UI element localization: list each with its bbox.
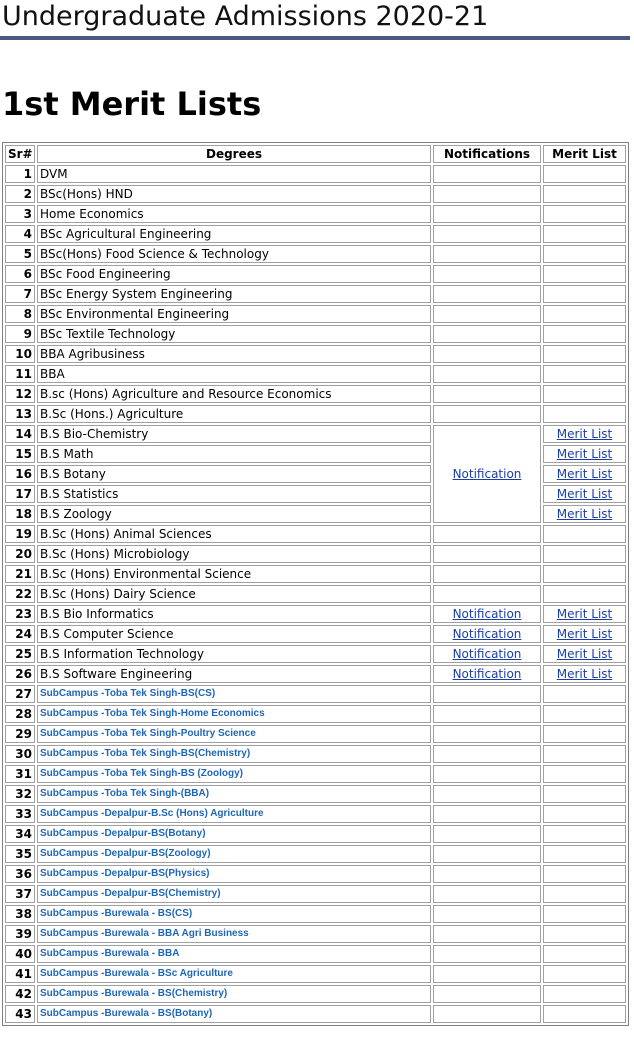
- merit-list-cell: [543, 705, 626, 723]
- degree-name: BSc Food Engineering: [37, 265, 431, 283]
- notification-link[interactable]: Notification: [452, 467, 522, 481]
- row-number: 10: [5, 345, 35, 363]
- row-number: 6: [5, 265, 35, 283]
- merit-list-cell: [543, 545, 626, 563]
- table-row: [5, 785, 626, 803]
- table-row: [5, 325, 626, 343]
- column-header-notifications: Notifications: [433, 145, 541, 163]
- merit-list-cell: [543, 265, 626, 283]
- table-row: [5, 965, 626, 983]
- merit-list-cell: [543, 565, 626, 583]
- merit-list-cell: [543, 645, 626, 663]
- merit-list-cell: [543, 845, 626, 863]
- degree-name: Home Economics: [37, 205, 431, 223]
- notification-cell: [433, 405, 541, 423]
- notification-cell: [433, 625, 541, 643]
- table-row: [5, 365, 626, 383]
- row-number: 42: [5, 985, 35, 1003]
- table-row: [5, 265, 626, 283]
- row-number: 28: [5, 705, 35, 723]
- notification-cell: [433, 765, 541, 783]
- notification-link[interactable]: Notification: [452, 647, 522, 661]
- table-row: [5, 845, 626, 863]
- degree-name: B.S Statistics: [37, 485, 431, 503]
- degree-name: SubCampus -Burewala - BSc Agriculture: [37, 965, 431, 983]
- row-number: 15: [5, 445, 35, 463]
- table-row: [5, 905, 626, 923]
- degree-name: SubCampus -Depalpur-BS(Zoology): [37, 845, 431, 863]
- merit-list-cell: [543, 345, 626, 363]
- notification-cell: [433, 925, 541, 943]
- merit-list-cell: [543, 625, 626, 643]
- table-body: [5, 165, 626, 1023]
- notification-cell: [433, 165, 541, 183]
- degree-name: B.S Software Engineering: [37, 665, 431, 683]
- notification-cell: [433, 185, 541, 203]
- table-row: [5, 625, 626, 643]
- notification-cell: [433, 205, 541, 223]
- notification-cell: [433, 345, 541, 363]
- table-row: [5, 1005, 626, 1023]
- notification-cell: [433, 865, 541, 883]
- degree-name: BBA Agribusiness: [37, 345, 431, 363]
- table-row: [5, 385, 626, 403]
- notification-cell: [433, 425, 541, 523]
- notification-cell: [433, 825, 541, 843]
- degree-name: B.Sc (Hons.) Agriculture: [37, 405, 431, 423]
- degree-name: SubCampus -Burewala - BS(Botany): [37, 1005, 431, 1023]
- row-number: 23: [5, 605, 35, 623]
- merit-list-cell: [543, 1005, 626, 1023]
- table-row: [5, 945, 626, 963]
- degree-name: SubCampus -Toba Tek Singh-BS(Chemistry): [37, 745, 431, 763]
- row-number: 32: [5, 785, 35, 803]
- degree-name: BSc Energy System Engineering: [37, 285, 431, 303]
- table-row: [5, 205, 626, 223]
- row-number: 12: [5, 385, 35, 403]
- row-number: 30: [5, 745, 35, 763]
- merit-list-cell: [543, 485, 626, 503]
- row-number: 1: [5, 165, 35, 183]
- notification-cell: [433, 585, 541, 603]
- table-row: [5, 585, 626, 603]
- degree-name: DVM: [37, 165, 431, 183]
- row-number: 22: [5, 585, 35, 603]
- notification-cell: [433, 325, 541, 343]
- notification-cell: [433, 685, 541, 703]
- merit-list-cell: [543, 965, 626, 983]
- degree-name: B.Sc (Hons) Environmental Science: [37, 565, 431, 583]
- notification-cell: [433, 305, 541, 323]
- merit-list-cell: [543, 865, 626, 883]
- merit-list-cell: [543, 405, 626, 423]
- row-number: 39: [5, 925, 35, 943]
- row-number: 19: [5, 525, 35, 543]
- notification-cell: [433, 945, 541, 963]
- table-row: [5, 725, 626, 743]
- merit-list-cell: [543, 805, 626, 823]
- merit-list-cell: [543, 525, 626, 543]
- notification-cell: [433, 525, 541, 543]
- table-row: [5, 525, 626, 543]
- degree-name: SubCampus -Toba Tek Singh-Poultry Science: [37, 725, 431, 743]
- row-number: 43: [5, 1005, 35, 1023]
- row-number: 17: [5, 485, 35, 503]
- notification-cell: [433, 965, 541, 983]
- merit-list-link[interactable]: Merit List: [556, 607, 613, 621]
- row-number: 27: [5, 685, 35, 703]
- merit-list-cell: [543, 685, 626, 703]
- table-row: [5, 545, 626, 563]
- merit-list-link[interactable]: Merit List: [556, 507, 613, 521]
- table-row: [5, 665, 626, 683]
- page-title: Undergraduate Admissions 2020-21: [2, 1, 489, 32]
- merit-list-link[interactable]: Merit List: [556, 647, 613, 661]
- merit-list-cell: [543, 585, 626, 603]
- notification-cell: [433, 245, 541, 263]
- degree-name: B.S Math: [37, 445, 431, 463]
- row-number: 35: [5, 845, 35, 863]
- notification-cell: [433, 565, 541, 583]
- row-number: 16: [5, 465, 35, 483]
- row-number: 2: [5, 185, 35, 203]
- merit-list-cell: [543, 225, 626, 243]
- degree-name: SubCampus -Toba Tek Singh-BS(CS): [37, 685, 431, 703]
- notification-cell: [433, 905, 541, 923]
- merit-list-cell: [543, 325, 626, 343]
- row-number: 13: [5, 405, 35, 423]
- row-number: 31: [5, 765, 35, 783]
- degree-name: SubCampus -Burewala - BS(Chemistry): [37, 985, 431, 1003]
- row-number: 4: [5, 225, 35, 243]
- degree-name: SubCampus -Burewala - BBA Agri Business: [37, 925, 431, 943]
- degree-name: B.S Botany: [37, 465, 431, 483]
- notification-cell: [433, 605, 541, 623]
- row-number: 37: [5, 885, 35, 903]
- table-row: [5, 425, 626, 443]
- merit-list-cell: [543, 825, 626, 843]
- merit-list-cell: [543, 285, 626, 303]
- merit-list-cell: [543, 605, 626, 623]
- row-number: 18: [5, 505, 35, 523]
- notification-cell: [433, 365, 541, 383]
- degree-name: SubCampus -Toba Tek Singh-BS (Zoology): [37, 765, 431, 783]
- section-title: 1st Merit Lists: [2, 85, 262, 123]
- row-number: 40: [5, 945, 35, 963]
- notification-cell: [433, 665, 541, 683]
- notification-cell: [433, 725, 541, 743]
- row-number: 36: [5, 865, 35, 883]
- merit-list-link[interactable]: Merit List: [556, 487, 613, 501]
- degree-name: B.S Information Technology: [37, 645, 431, 663]
- degree-name: B.Sc (Hons) Microbiology: [37, 545, 431, 563]
- table-row: [5, 165, 626, 183]
- table-row: [5, 345, 626, 363]
- table-row: [5, 565, 626, 583]
- degree-name: B.S Zoology: [37, 505, 431, 523]
- row-number: 8: [5, 305, 35, 323]
- row-number: 21: [5, 565, 35, 583]
- merit-list-cell: [543, 725, 626, 743]
- merit-list-cell: [543, 925, 626, 943]
- degree-name: SubCampus -Depalpur-BS(Botany): [37, 825, 431, 843]
- degree-name: BBA: [37, 365, 431, 383]
- merit-list-cell: [543, 785, 626, 803]
- degree-name: BSc(Hons) Food Science & Technology: [37, 245, 431, 263]
- merit-list-cell: [543, 245, 626, 263]
- table-row: [5, 685, 626, 703]
- row-number: 34: [5, 825, 35, 843]
- merit-list-cell: [543, 445, 626, 463]
- row-number: 14: [5, 425, 35, 443]
- row-number: 20: [5, 545, 35, 563]
- notification-link[interactable]: Notification: [452, 667, 522, 681]
- table-header-row: [5, 145, 626, 163]
- merit-list-cell: [543, 185, 626, 203]
- table-row: [5, 985, 626, 1003]
- notification-cell: [433, 985, 541, 1003]
- degree-name: SubCampus -Depalpur-BS(Physics): [37, 865, 431, 883]
- degree-name: BSc Textile Technology: [37, 325, 431, 343]
- degree-name: B.Sc (Hons) Animal Sciences: [37, 525, 431, 543]
- merit-list-cell: [543, 385, 626, 403]
- degree-name: B.sc (Hons) Agriculture and Resource Economics: [37, 385, 431, 403]
- table-row: [5, 805, 626, 823]
- degree-name: B.Sc (Hons) Dairy Science: [37, 585, 431, 603]
- table-row: [5, 605, 626, 623]
- row-number: 25: [5, 645, 35, 663]
- degree-name: SubCampus -Burewala - BBA: [37, 945, 431, 963]
- table-row: [5, 765, 626, 783]
- table-row: [5, 865, 626, 883]
- notification-cell: [433, 285, 541, 303]
- merit-list-cell: [543, 465, 626, 483]
- notification-cell: [433, 385, 541, 403]
- merit-list-cell: [543, 765, 626, 783]
- row-number: 7: [5, 285, 35, 303]
- merit-list-table: [2, 142, 629, 1026]
- column-header-sr: Sr#: [5, 145, 35, 163]
- merit-list-link[interactable]: Merit List: [556, 667, 613, 681]
- notification-link[interactable]: Notification: [452, 627, 522, 641]
- notification-cell: [433, 1005, 541, 1023]
- table-row: [5, 825, 626, 843]
- merit-list-link[interactable]: Merit List: [556, 427, 613, 441]
- merit-list-cell: [543, 205, 626, 223]
- merit-list-cell: [543, 885, 626, 903]
- notification-cell: [433, 805, 541, 823]
- notification-link[interactable]: Notification: [452, 607, 522, 621]
- merit-list-cell: [543, 745, 626, 763]
- row-number: 33: [5, 805, 35, 823]
- degree-name: BSc(Hons) HND: [37, 185, 431, 203]
- degree-name: SubCampus -Toba Tek Singh-Home Economics: [37, 705, 431, 723]
- degree-name: SubCampus -Depalpur-BS(Chemistry): [37, 885, 431, 903]
- degree-name: B.S Bio-Chemistry: [37, 425, 431, 443]
- row-number: 38: [5, 905, 35, 923]
- column-header-degrees: Degrees: [37, 145, 431, 163]
- table-row: [5, 185, 626, 203]
- merit-list-cell: [543, 945, 626, 963]
- merit-list-cell: [543, 365, 626, 383]
- row-number: 29: [5, 725, 35, 743]
- merit-list-cell: [543, 305, 626, 323]
- row-number: 41: [5, 965, 35, 983]
- merit-list-cell: [543, 985, 626, 1003]
- table-row: [5, 745, 626, 763]
- table-row: [5, 245, 626, 263]
- table-row: [5, 305, 626, 323]
- merit-list-cell: [543, 425, 626, 443]
- notification-cell: [433, 785, 541, 803]
- merit-list-cell: [543, 505, 626, 523]
- degree-name: BSc Environmental Engineering: [37, 305, 431, 323]
- notification-cell: [433, 265, 541, 283]
- row-number: 26: [5, 665, 35, 683]
- degree-name: B.S Computer Science: [37, 625, 431, 643]
- row-number: 3: [5, 205, 35, 223]
- merit-list-cell: [543, 905, 626, 923]
- notification-cell: [433, 225, 541, 243]
- notification-cell: [433, 705, 541, 723]
- table-row: [5, 285, 626, 303]
- notification-cell: [433, 645, 541, 663]
- table-row: [5, 925, 626, 943]
- degree-name: SubCampus -Toba Tek Singh-(BBA): [37, 785, 431, 803]
- notification-cell: [433, 545, 541, 563]
- table-row: [5, 225, 626, 243]
- notification-cell: [433, 745, 541, 763]
- merit-list-cell: [543, 165, 626, 183]
- table-row: [5, 705, 626, 723]
- degree-name: SubCampus -Depalpur-B.Sc (Hons) Agriculture: [37, 805, 431, 823]
- degree-name: SubCampus -Burewala - BS(CS): [37, 905, 431, 923]
- row-number: 11: [5, 365, 35, 383]
- column-header-merit-list: Merit List: [543, 145, 626, 163]
- merit-list-link[interactable]: Merit List: [556, 447, 613, 461]
- merit-list-link[interactable]: Merit List: [556, 467, 613, 481]
- degree-name: BSc Agricultural Engineering: [37, 225, 431, 243]
- row-number: 24: [5, 625, 35, 643]
- table-row: [5, 885, 626, 903]
- merit-list-cell: [543, 665, 626, 683]
- merit-list-link[interactable]: Merit List: [556, 627, 613, 641]
- notification-cell: [433, 845, 541, 863]
- notification-cell: [433, 885, 541, 903]
- table-row: [5, 405, 626, 423]
- title-divider: [0, 36, 630, 40]
- row-number: 5: [5, 245, 35, 263]
- row-number: 9: [5, 325, 35, 343]
- degree-name: B.S Bio Informatics: [37, 605, 431, 623]
- table-row: [5, 645, 626, 663]
